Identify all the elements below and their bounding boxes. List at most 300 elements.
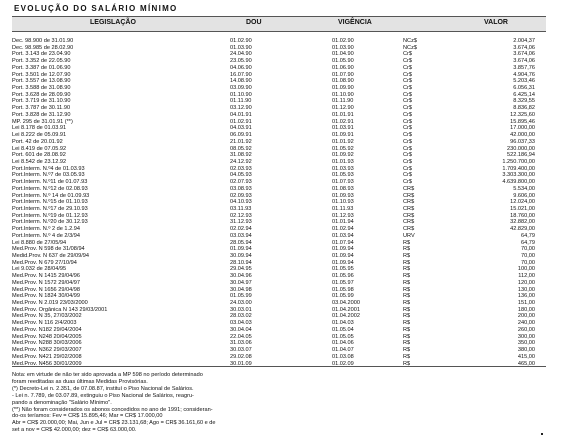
cell-valor: 230.000,00	[507, 145, 535, 152]
table-row	[12, 98, 546, 105]
cell-legislacao: Port. 3.628 de 28.09.90	[12, 91, 71, 98]
cell-valor: 3.857,76	[513, 64, 535, 71]
cell-vigencia: 01.09.94	[332, 259, 354, 266]
cell-vigencia: 01.03.90	[332, 44, 354, 51]
cell-dou: 29.02.08	[230, 353, 252, 360]
cell-legislacao: Port.Interm. N.º15 de 01.10.93	[12, 199, 88, 206]
cell-vigencia: 01.05.99	[332, 293, 354, 300]
cell-currency: R$	[403, 273, 411, 280]
cell-legislacao: Med.Prov. N 1656 29/04/98	[12, 286, 80, 293]
cell-legislacao: Port. 601 de 28.08.92	[12, 152, 66, 159]
cell-valor: 17.000,00	[510, 125, 535, 132]
cell-dou: 04.10.93	[230, 199, 252, 206]
cell-vigencia: 01.05.98	[332, 286, 354, 293]
cell-dou: 08.05.92	[230, 145, 252, 152]
cell-currency: Cr$	[403, 64, 413, 71]
table-row	[12, 51, 546, 58]
cell-vigencia: 01.02.91	[332, 118, 354, 125]
table-row	[12, 159, 546, 166]
table-row	[12, 199, 546, 206]
cell-currency: Cr$	[403, 111, 413, 118]
cell-valor: 64,79	[521, 232, 535, 239]
cell-legislacao: Med.Prov. N 1415 29/04/96	[12, 273, 80, 280]
table-row	[12, 85, 546, 92]
cell-vigencia: 01.09.92	[332, 152, 354, 159]
cell-currency: Cr$	[403, 105, 413, 112]
cell-vigencia: 01.01.94	[332, 219, 354, 226]
cell-dou: 30.04.98	[230, 286, 252, 293]
cell-valor: 5.534,00	[513, 185, 535, 192]
cell-legislacao: Med.Prov. N 116 2/4/2003	[12, 320, 77, 327]
cell-valor: 32.882,00	[510, 219, 535, 226]
cell-valor: 1.709.400,00	[502, 165, 535, 172]
cell-currency: R$	[403, 239, 411, 246]
cell-vigencia: 01.02.94	[332, 226, 354, 233]
cell-vigencia: 01.03.91	[332, 125, 354, 132]
cell-legislacao: Port. 3.787 de 30.11.90	[12, 105, 71, 112]
table-row	[12, 166, 546, 173]
note-line: - Lei n. 7.789, de 03.07.89, extinguiu o Piso Nacional de Salários, reagru-	[12, 392, 194, 399]
cell-valor: 130,00	[517, 286, 535, 293]
cell-vigencia: 01.07.94	[332, 239, 354, 246]
stray-mark	[541, 433, 543, 435]
cell-valor: 96.037,33	[510, 138, 535, 145]
cell-legislacao: Med.Prov. N288 30/03/2006	[12, 340, 82, 347]
cell-vigencia: 01.12.90	[332, 105, 354, 112]
cell-legislacao: Med.Prov. N 35, 27/03/2002	[12, 313, 82, 320]
table-row	[12, 340, 546, 347]
cell-currency: CR$	[403, 199, 415, 206]
cell-currency: CR$	[403, 205, 415, 212]
cell-dou: 01.03.90	[230, 44, 252, 51]
cell-currency: R$	[403, 293, 411, 300]
cell-valor: 8.836,82	[513, 105, 535, 112]
cell-currency: R$	[403, 320, 411, 327]
table-row	[12, 119, 546, 126]
cell-dou: 04.03.91	[230, 125, 252, 132]
cell-vigencia: 01.04.2001	[332, 306, 360, 313]
cell-dou: 02.09.93	[230, 192, 252, 199]
table-row	[12, 280, 546, 287]
cell-vigencia: 01.01.92	[332, 138, 354, 145]
cell-vigencia: 01.05.05	[332, 333, 354, 340]
cell-currency: R$	[403, 340, 411, 347]
cell-legislacao: Port. 3.387 de 01.06.90	[12, 64, 71, 71]
cell-dou: 16.07.90	[230, 71, 252, 78]
table-row	[12, 112, 546, 119]
cell-valor: 6.056,31	[513, 85, 535, 92]
cell-vigencia: 01.09.94	[332, 253, 354, 259]
cell-currency: NCz$	[403, 38, 417, 44]
cell-vigencia: 01.04.2002	[332, 313, 360, 320]
cell-legislacao: Med.Prov. N 679 27/10/94	[12, 259, 77, 266]
table-row	[12, 206, 546, 213]
page-title: EVOLUÇÃO DO SALÁRIO MÍNIMO	[14, 4, 178, 13]
cell-valor: 70,00	[521, 246, 535, 253]
cell-legislacao: Port.Interm. N.º4 de 01.03.93	[12, 165, 85, 172]
cell-dou: 30.03.07	[230, 347, 252, 354]
cell-dou: 29.04.95	[230, 266, 252, 273]
cell-valor: 112,00	[518, 273, 535, 280]
cell-legislacao: Lei 8.178 de 01.03.91	[12, 125, 67, 132]
cell-legislacao: Med.Prov. N 1572 29/04/97	[12, 279, 80, 286]
cell-currency: R$	[403, 347, 411, 354]
cell-valor: 415,00	[517, 353, 535, 360]
cell-currency: CR$	[403, 226, 415, 233]
table-row	[12, 152, 546, 159]
cell-valor: 1.250.700,00	[502, 158, 535, 165]
cell-vigencia: 01.09.93	[332, 192, 354, 199]
cell-valor: 64,79	[521, 239, 535, 246]
cell-vigencia: 01.03.08	[332, 353, 354, 360]
table-row	[12, 233, 546, 240]
cell-vigencia: 01.02.90	[332, 38, 354, 44]
cell-currency: Cr$	[403, 138, 413, 145]
cell-vigencia: 01.05.96	[332, 273, 354, 280]
cell-valor: 5.203,46	[513, 78, 535, 85]
cell-valor: 3.303.300,00	[502, 172, 535, 179]
cell-vigencia: 01.04.03	[332, 320, 354, 327]
cell-legislacao: Lei 9.032 de 28/04/95	[12, 266, 67, 273]
divider	[12, 366, 546, 367]
cell-currency: Cr$	[403, 132, 413, 139]
cell-dou: 04.01.91	[230, 111, 252, 118]
cell-valor: 380,00	[517, 347, 535, 354]
cell-dou: 24.04.90	[230, 51, 252, 58]
cell-legislacao: Med.Prov. N 1824 30/04/99	[12, 293, 80, 300]
cell-legislacao: Med.Prov. N 2.019 23/03/2000	[12, 300, 88, 307]
cell-currency: CR$	[403, 192, 415, 199]
table-row	[12, 139, 546, 146]
table-row	[12, 246, 546, 253]
table-row	[12, 186, 546, 193]
cell-currency: Cr$	[403, 118, 413, 125]
cell-valor: 6.425,14	[513, 91, 535, 98]
header-vigencia: VIGÊNCIA	[338, 19, 372, 26]
cell-dou: 03.08.93	[230, 185, 252, 192]
cell-dou: 31.12.93	[230, 219, 252, 226]
cell-vigencia: 01.09.90	[332, 85, 354, 92]
cell-currency: Cr$	[403, 152, 413, 159]
note-line: do-os teríamos: Fev = CR$ 15.895,46; Mar = CR$ 17.000,00	[12, 413, 163, 420]
table-row	[12, 78, 546, 85]
cell-vigencia: 01.04.07	[332, 347, 354, 354]
cell-legislacao: Port.Interm. N.º19 de 01.12.93	[12, 212, 88, 219]
cell-dou: 14.08.90	[230, 78, 252, 85]
cell-legislacao: Port.Interm. N.º 14 de 01.09.93	[12, 192, 90, 199]
table-row	[12, 219, 546, 226]
table-row	[12, 300, 546, 307]
cell-vigencia: 01.08.93	[332, 185, 354, 192]
note-line: Nota: em virtude de não ter sido aprovada a MP 598 no período determinado	[12, 372, 203, 378]
cell-vigencia: 01.07.93	[332, 179, 354, 186]
note-line: (*) Decreto-Lei n. 2.351, de 07.08.87, instituí o Piso Nacional de Salários.	[12, 385, 194, 392]
cell-dou: 30.04.97	[230, 279, 252, 286]
note-line: Abr = CR$ 20.000,00; Mai, Jun e Jul = CR$ 23.131,68; Ago = CR$ 36.161,60 e de	[12, 420, 216, 427]
cell-legislacao: Port. 3.143 de 23.04.90	[12, 51, 71, 58]
cell-legislacao: Med.Prov. N456 30/01/2009	[12, 360, 82, 367]
cell-valor: 350,00	[517, 340, 535, 347]
table-row	[12, 260, 546, 267]
cell-vigencia: 01.11.90	[332, 98, 354, 105]
cell-dou: 02.03.93	[230, 165, 252, 172]
table-row	[12, 179, 546, 186]
cell-currency: R$	[403, 266, 411, 273]
cell-currency: Cr$	[403, 51, 413, 58]
cell-valor: 8.329,55	[513, 98, 535, 105]
cell-valor: 42.829,00	[510, 226, 535, 233]
cell-dou: 04.06.90	[230, 64, 252, 71]
cell-currency: R$	[403, 246, 411, 253]
cell-dou: 01.11.90	[230, 98, 252, 105]
table-row	[12, 347, 546, 354]
cell-currency: Cr$	[403, 98, 413, 105]
cell-currency: R$	[403, 333, 411, 340]
table-row	[12, 253, 546, 260]
footnotes	[12, 372, 542, 434]
cell-legislacao: Port. 3.352 de 22.05.90	[12, 58, 71, 65]
table-row	[12, 105, 546, 112]
cell-dou: 03.11.93	[230, 205, 252, 212]
cell-valor: 2.004,37	[513, 38, 535, 44]
cell-vigencia: 01.01.91	[332, 111, 354, 118]
cell-dou: 28.10.94	[230, 259, 252, 266]
cell-dou: 21.01.92	[230, 138, 252, 145]
note-line: set a nov = CR$ 42.000,00; dez = CR$ 63.000,00.	[12, 427, 137, 434]
table-row	[12, 213, 546, 220]
table-row	[12, 92, 546, 99]
cell-dou: 01.02.90	[230, 38, 252, 44]
cell-valor: 300,00	[517, 333, 535, 340]
cell-dou: 28.03.02	[230, 313, 252, 320]
cell-vigencia: 01.09.94	[332, 246, 354, 253]
cell-valor: 4.639.800,00	[502, 179, 535, 186]
cell-currency: Cr$	[403, 145, 413, 152]
table-row	[12, 172, 546, 179]
table-row	[12, 287, 546, 294]
cell-vigencia: 03.04.2000	[332, 300, 360, 307]
cell-legislacao: Port.Interm. N.º 2 de 1.2.94	[12, 226, 80, 233]
table-row	[12, 65, 546, 72]
cell-currency: Cr$	[403, 165, 413, 172]
cell-currency: R$	[403, 313, 411, 320]
cell-legislacao: Lei 8.419 de 07.05.92	[12, 145, 67, 152]
note-line: foram reeditadas as duas últimas Medidas Provisórias.	[12, 378, 148, 385]
table-row	[12, 266, 546, 273]
cell-dou: 02.02.94	[230, 226, 252, 233]
cell-valor: 15.895,46	[510, 118, 535, 125]
cell-valor: 42.000,00	[510, 132, 535, 139]
table-row	[12, 273, 546, 280]
cell-dou: 03.12.90	[230, 105, 252, 112]
cell-currency: R$	[403, 253, 411, 259]
cell-legislacao: Port.Interm. N.º7 de 03.05.93	[12, 172, 85, 179]
cell-currency: Cr$	[403, 172, 413, 179]
cell-dou: 23.05.90	[230, 58, 252, 65]
cell-currency: R$	[403, 259, 411, 266]
cell-currency: Cr$	[403, 58, 413, 65]
cell-legislacao: Port. 3.719 de 31.10.90	[12, 98, 71, 105]
cell-legislacao: Lei 8.542 de 23.12.92	[12, 158, 67, 165]
cell-dou: 30.03.01	[230, 306, 252, 313]
cell-valor: 180,00	[517, 306, 535, 313]
table-header	[12, 16, 546, 32]
cell-vigencia: 01.12.93	[332, 212, 354, 219]
header-legislacao: LEGISLAÇÃO	[90, 19, 136, 26]
cell-dou: 06.09.91	[230, 132, 252, 139]
cell-dou: 02.07.93	[230, 179, 252, 186]
cell-dou: 30.04.96	[230, 273, 252, 280]
cell-valor: 3.674,06	[513, 58, 535, 65]
cell-vigencia: 01.10.90	[332, 91, 354, 98]
cell-legislacao: Port.Interm. N.º11 de 01.07.93	[12, 179, 88, 186]
cell-dou: 31.03.06	[230, 340, 252, 347]
cell-vigencia: 01.09.91	[332, 132, 354, 139]
cell-currency: CR$	[403, 212, 415, 219]
cell-dou: 24.03.00	[230, 300, 252, 307]
cell-valor: 136,00	[517, 293, 535, 300]
table-row	[12, 132, 546, 139]
table-row	[12, 58, 546, 65]
cell-legislacao: Port. 3.557 de 13.08.90	[12, 78, 71, 85]
cell-vigencia: 01.07.90	[332, 71, 354, 78]
cell-dou: 30.01.09	[230, 360, 252, 367]
cell-legislacao: Med.Prov. N362 29/03/2007	[12, 347, 82, 354]
cell-valor: 70,00	[521, 253, 535, 259]
cell-valor: 100,00	[517, 266, 535, 273]
cell-vigencia: 01.01.93	[332, 158, 354, 165]
cell-legislacao: Med.Prov. N182 29/04/2004	[12, 326, 82, 333]
cell-vigencia: 01.05.04	[332, 326, 354, 333]
cell-dou: 01.05.99	[230, 293, 252, 300]
cell-valor: 15.021,00	[510, 205, 535, 212]
cell-valor: 522.186,94	[507, 152, 535, 159]
cell-valor: 12.325,60	[510, 111, 535, 118]
cell-dou: 31.08.92	[230, 152, 252, 159]
cell-valor: 4.904,76	[513, 71, 535, 78]
cell-vigencia: 01.05.90	[332, 58, 354, 65]
header-dou: DOU	[246, 19, 262, 26]
table-row	[12, 146, 546, 153]
cell-currency: Cr$	[403, 85, 413, 92]
cell-legislacao: Dec. 98.900 de 31.01.90	[12, 38, 74, 44]
note-line: pando a denominação "Salário Mínimo".	[12, 399, 112, 406]
cell-legislacao: Lei 8.222 de 05.09.91	[12, 132, 67, 139]
cell-valor: 9.606,00	[513, 192, 535, 199]
cell-currency: R$	[403, 286, 411, 293]
cell-valor: 12.024,00	[510, 199, 535, 206]
cell-currency: R$	[403, 360, 411, 367]
cell-vigencia: 01.08.90	[332, 78, 354, 85]
cell-legislacao: Port. 3.828 de 31.12.90	[12, 111, 71, 118]
cell-valor: 151,00	[517, 300, 535, 307]
cell-legislacao: Med.Prov. Orgânica N 143 29/03/2001	[12, 306, 108, 313]
cell-legislacao: Med.Prov. N421 29/02/2008	[12, 353, 82, 360]
cell-valor: 3.674,06	[513, 51, 535, 58]
cell-currency: CR$	[403, 185, 415, 192]
table-row	[12, 125, 546, 132]
cell-valor: 70,00	[521, 259, 535, 266]
cell-vigencia: 01.05.92	[332, 145, 354, 152]
cell-legislacao: Port.Interm. N.º17 de 29.10.93	[12, 205, 88, 212]
cell-dou: 28.05.94	[230, 239, 252, 246]
cell-legislacao: Port.Interm. N.º12 de 02.08.93	[12, 185, 88, 192]
table-row	[12, 240, 546, 247]
cell-currency: Cr$	[403, 158, 413, 165]
cell-vigencia: 01.04.06	[332, 340, 354, 347]
table-body	[12, 38, 546, 367]
cell-dou: 02.12.93	[230, 212, 252, 219]
cell-currency: Cr$	[403, 71, 413, 78]
cell-vigencia: 01.04.90	[332, 51, 354, 58]
cell-dou: 30.09.94	[230, 253, 252, 259]
cell-valor: 3.674,06	[513, 44, 535, 51]
cell-vigencia: 01.05.93	[332, 172, 354, 179]
cell-vigencia: 01.11.93	[332, 205, 354, 212]
table-row	[12, 320, 546, 327]
cell-legislacao: Port. 3.501 de 12.07.90	[12, 71, 71, 78]
cell-legislacao: Port. 3.588 de 31.08.90	[12, 85, 71, 92]
cell-valor: 240,00	[517, 320, 535, 327]
cell-dou: 22.04.05	[230, 333, 252, 340]
cell-currency: R$	[403, 326, 411, 333]
cell-legislacao: Port. 42 de 20.01.92	[12, 138, 63, 145]
cell-currency: R$	[403, 353, 411, 360]
cell-dou: 03.03.94	[230, 232, 252, 239]
cell-legislacao: Port.Interm. N.º 4 de 2/3/94	[12, 232, 80, 239]
table-row	[12, 226, 546, 233]
table-row	[12, 354, 546, 361]
cell-vigencia: 01.05.95	[332, 266, 354, 273]
cell-currency: R$	[403, 279, 411, 286]
table-row	[12, 45, 546, 52]
note-line: (**) Não foram considerados os abonos concedidos no ano de 1991; consideran-	[12, 406, 213, 413]
cell-currency: Cr$	[403, 91, 413, 98]
cell-vigencia: 01.05.97	[332, 279, 354, 286]
cell-legislacao: Lei 8.880 de 27/05/94	[12, 239, 67, 246]
cell-vigencia: 01.03.94	[332, 232, 354, 239]
cell-legislacao: Dec. 98.985 de 28.02.90	[12, 44, 74, 51]
cell-legislacao: Port.Interm. N.º20 de 30.12.93	[12, 219, 88, 226]
cell-dou: 01.10.90	[230, 91, 252, 98]
cell-currency: R$	[403, 300, 411, 307]
cell-valor: 465,00	[517, 360, 535, 367]
cell-currency: Cr$	[403, 78, 413, 85]
cell-valor: 200,00	[517, 313, 535, 320]
header-valor: VALOR	[484, 19, 508, 26]
table-row	[12, 293, 546, 300]
table-row	[12, 334, 546, 341]
cell-currency: CR$	[403, 219, 415, 226]
cell-legislacao: Medid.Prov. N 637 de 29/09/94	[12, 253, 90, 259]
cell-currency: URV	[403, 232, 415, 239]
cell-dou: 04.05.93	[230, 172, 252, 179]
cell-legislacao: Med.Prov. N 598 de 31/08/94	[12, 246, 85, 253]
cell-vigencia: 01.06.90	[332, 64, 354, 71]
cell-vigencia: 01.03.93	[332, 165, 354, 172]
table-row	[12, 193, 546, 200]
cell-currency: NCz$	[403, 44, 417, 51]
table-row	[12, 327, 546, 334]
cell-legislacao: Med.Prov. N248 20/04/2005	[12, 333, 82, 340]
cell-valor: 260,00	[517, 326, 535, 333]
cell-dou: 01.09.94	[230, 246, 252, 253]
table-row	[12, 72, 546, 79]
cell-valor: 18.760,00	[510, 212, 535, 219]
cell-currency: Cr$	[403, 179, 413, 186]
cell-dou: 03.09.90	[230, 85, 252, 92]
cell-vigencia: 01.10.93	[332, 199, 354, 206]
